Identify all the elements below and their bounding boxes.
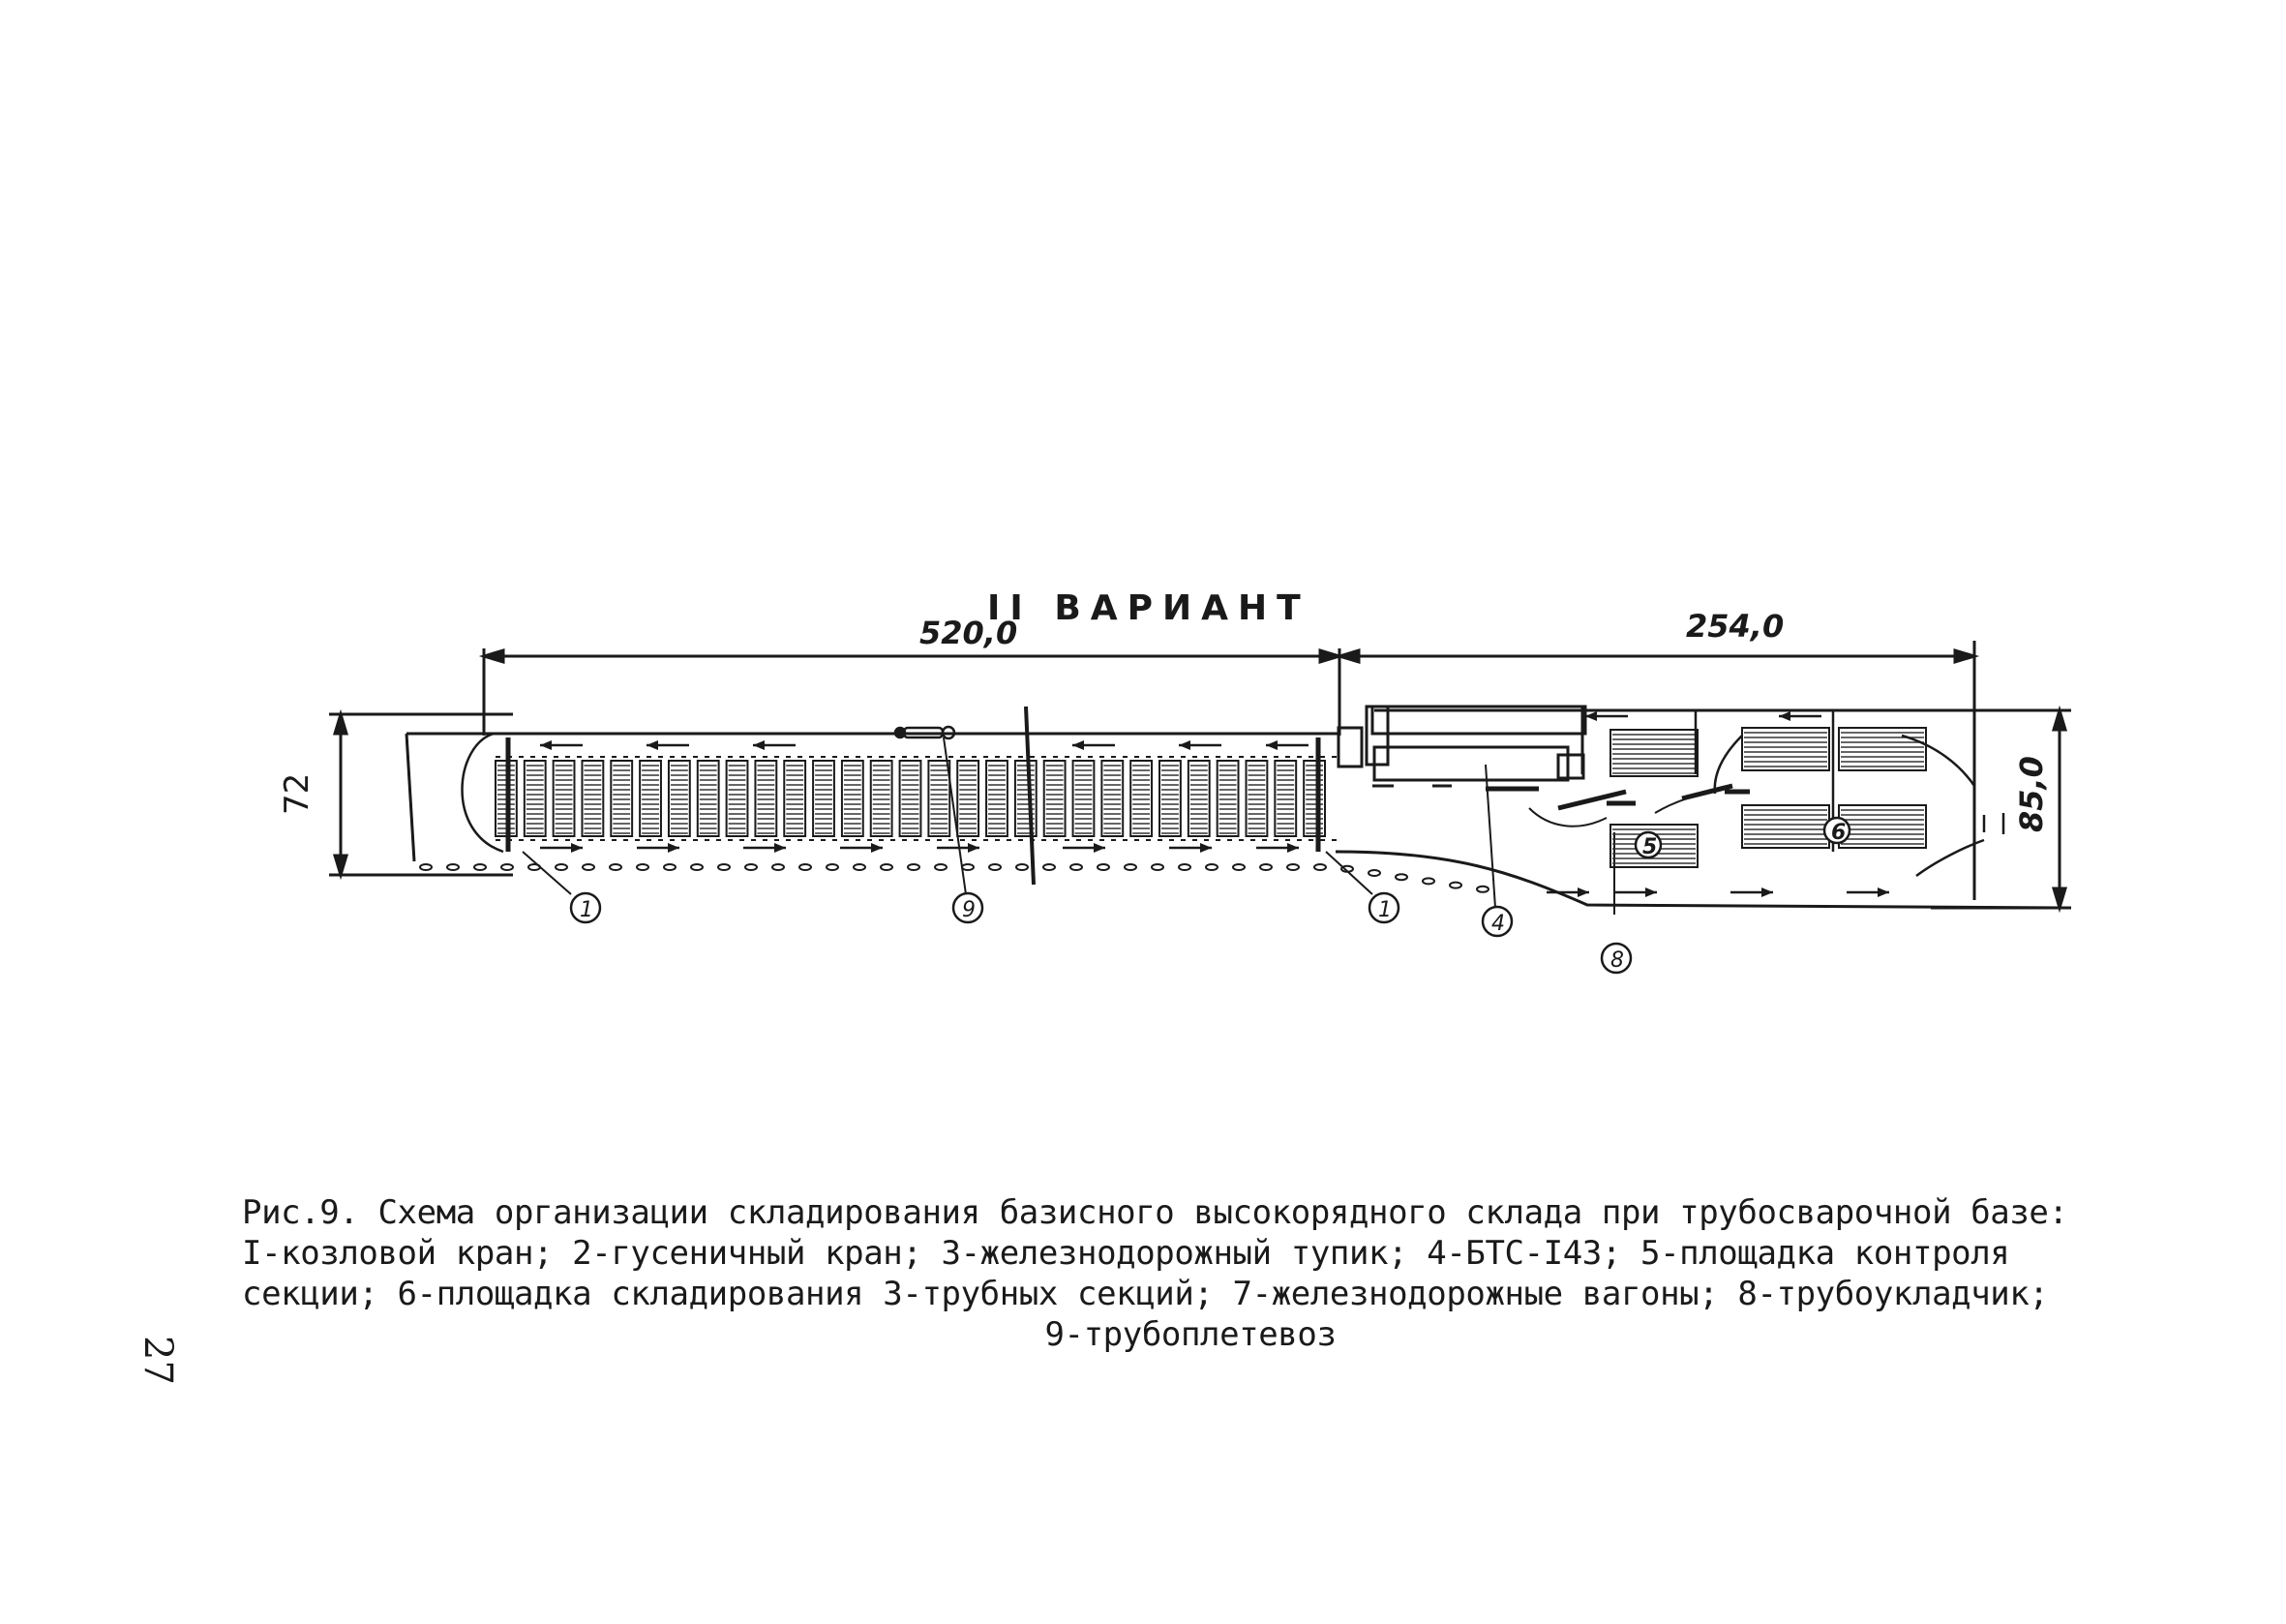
svg-text:9: 9 [962,898,976,922]
dimension-left-length: 520,0 [919,615,1018,651]
direction-arrow [1072,740,1115,750]
dimension-right-width: 85,0 [2013,756,2050,832]
direction-arrow [647,740,689,750]
ground-mark [474,864,486,870]
ground-mark [1369,870,1380,876]
ground-mark [610,864,621,870]
direction-arrow [540,843,583,853]
dimension-left-width: 72 [278,772,316,815]
storage-rack [525,761,546,836]
ground-mark [691,864,703,870]
storage-pad [1839,805,1926,848]
storage-rack [755,761,776,836]
caption-line-2: I-козловой кран; 2-гусеничный кран; 3-железнодорожный тупик; 4-БТС-I43; 5-площадка контроля [242,1234,2010,1273]
storage-rack [727,761,748,836]
ground-mark [854,864,865,870]
ground-mark [1477,887,1489,892]
callout-1-left [523,852,600,922]
variant-title: II ВАРИАНТ [987,588,1310,628]
figure-caption [242,1192,2139,1355]
storage-rack [1218,761,1239,836]
ground-mark [1423,878,1434,884]
storage-rack [698,761,719,836]
storage-rack [1130,761,1152,836]
storage-pad [1742,728,1829,770]
ground-mark [1179,864,1190,870]
pad-label-6 [1824,818,1850,845]
direction-arrow [753,740,796,750]
storage-rack [669,761,690,836]
ground-mark [1125,864,1136,870]
ground-mark [1233,864,1245,870]
ground-mark [1396,874,1407,880]
svg-text:1: 1 [580,898,593,922]
direction-arrow [1779,711,1821,721]
dimension-right-length: 254,0 [1686,608,1785,645]
storage-rack [957,761,978,836]
ground-mark [881,864,892,870]
ground-mark [556,864,567,870]
direction-arrow [1847,887,1889,897]
ground-mark [772,864,784,870]
storage-rack [784,761,805,836]
storage-rack [1247,761,1268,836]
ground-mark [420,864,432,870]
ground-mark [583,864,594,870]
ground-dots [420,864,1489,892]
storage-rack [1044,761,1066,836]
storage-rack [928,761,949,836]
storage-pad [1839,728,1926,770]
ground-mark [1016,864,1028,870]
storage-rack [1188,761,1210,836]
storage-pad [1610,730,1698,776]
direction-arrow [743,843,786,853]
ground-mark [637,864,648,870]
callout-1-right [1326,852,1399,922]
storage-rack [813,761,834,836]
ground-mark [447,864,459,870]
storage-racks [496,761,1325,836]
caption-line-1: Рис.9. Схема организации складирования базисного высокорядного склада при трубосварочной базе: [242,1193,2068,1232]
ground-mark [1070,864,1082,870]
caption-line-4: 9-трубоплетевоз [1044,1315,1337,1354]
ground-mark [718,864,730,870]
pad-label-5 [1636,832,1661,859]
storage-rack [1101,761,1123,836]
direction-arrow [540,740,583,750]
storage-rack [1015,761,1037,836]
direction-arrow [637,843,679,853]
svg-text:1: 1 [1378,898,1392,922]
storage-rack [842,761,863,836]
welding-unit [1339,707,1585,786]
direction-arrow [1063,843,1105,853]
ground-mark [989,864,1001,870]
storage-rack [554,761,575,836]
ground-mark [1260,864,1272,870]
ground-mark [799,864,811,870]
ground-mark [1206,864,1218,870]
callout-8 [1602,944,1631,973]
storage-rack [611,761,632,836]
svg-text:5: 5 [1642,835,1658,859]
storage-rack [986,761,1008,836]
direction-arrow [1730,887,1773,897]
right-width-dimension [1931,710,2071,908]
direction-arrow [1179,740,1221,750]
pipelayer-machines [1486,786,1750,808]
direction-arrow [1585,711,1628,721]
direction-arrow [1169,843,1212,853]
ground-mark [1043,864,1055,870]
storage-rack [900,761,921,836]
direction-arrow [1256,843,1299,853]
turn-loop-left [463,734,504,852]
storage-rack [582,761,603,836]
storage-pad [1742,805,1829,848]
direction-arrow [1614,887,1657,897]
storage-rack [640,761,661,836]
storage-rack [1304,761,1325,836]
storage-rack [1073,761,1095,836]
svg-text:8: 8 [1610,948,1624,973]
storage-rack [1275,761,1296,836]
ground-mark [935,864,947,870]
ground-mark [1152,864,1163,870]
svg-text:6: 6 [1831,821,1847,845]
ground-mark [962,864,974,870]
direction-arrow [1266,740,1308,750]
storage-rack [871,761,892,836]
ground-mark [908,864,919,870]
ground-mark [745,864,757,870]
ground-mark [827,864,838,870]
direction-arrow [840,843,883,853]
storage-rack [1159,761,1181,836]
ground-mark [664,864,676,870]
ground-mark [1450,883,1461,888]
ground-mark [1287,864,1299,870]
caption-line-3: секции; 6-площадка складирования 3-трубных секций; 7-железнодорожные вагоны; 8-трубоукладчик; [242,1275,2049,1313]
page-number: 27 [135,1336,180,1385]
svg-text:4: 4 [1491,912,1505,936]
ground-mark [501,864,513,870]
ground-mark [1314,864,1326,870]
ground-mark [1098,864,1109,870]
crane-rails [496,757,1338,840]
